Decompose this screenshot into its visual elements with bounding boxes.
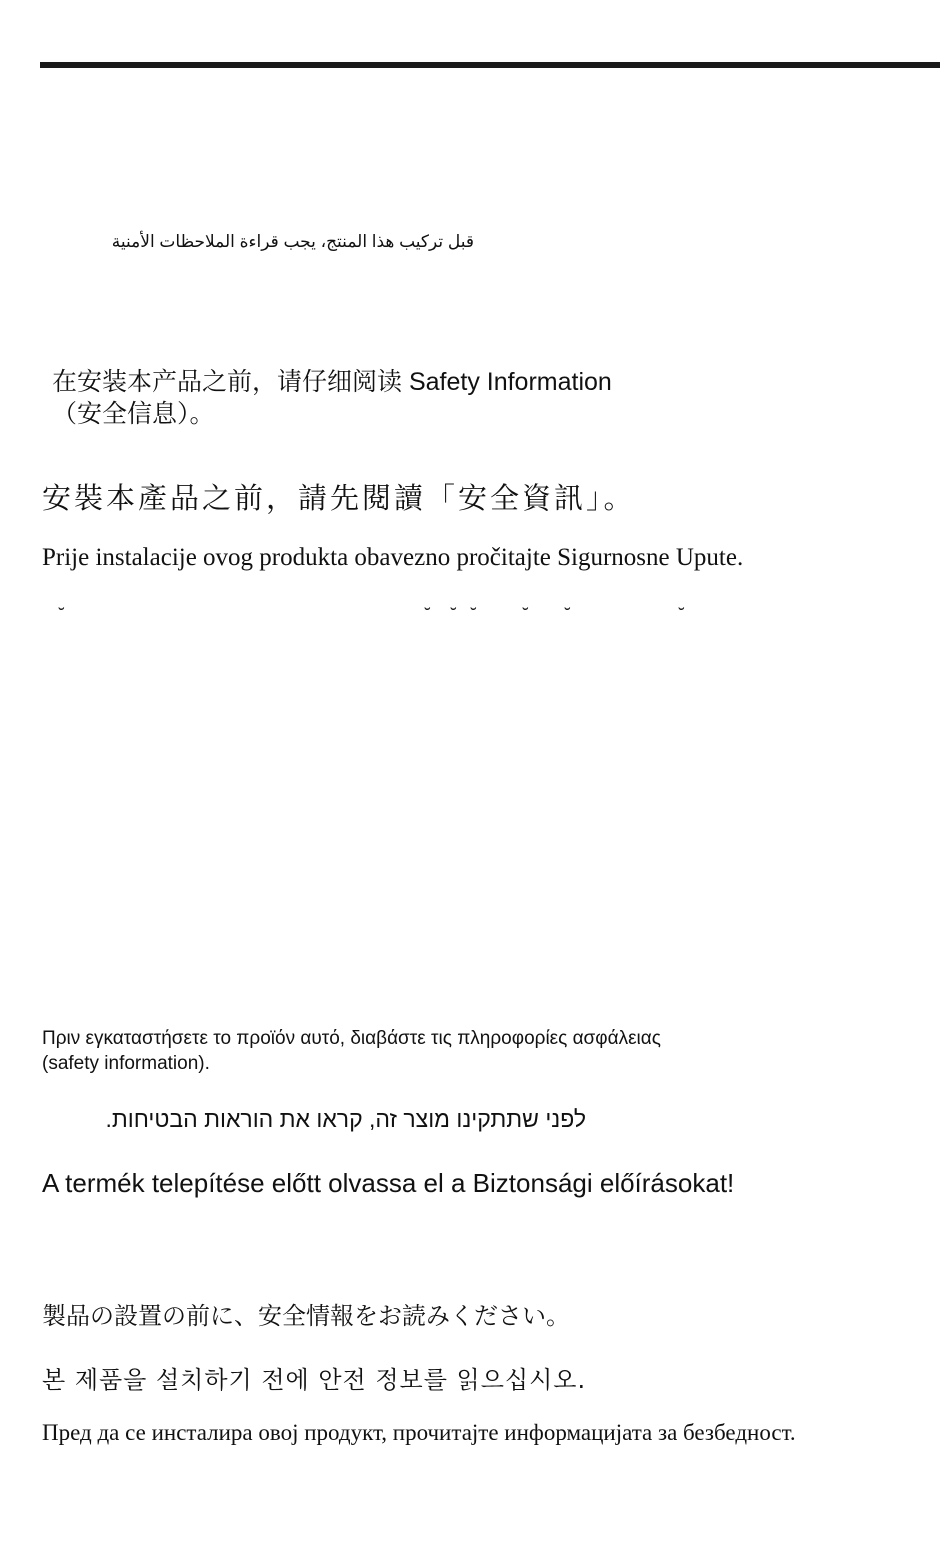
safety-notice-hebrew: לפני שתתקינו מוצר זה, קראו את הוראות הבטיחות. <box>105 1106 586 1132</box>
breve-mark: ˘ <box>424 604 431 626</box>
safety-notice-chinese-simplified <box>52 366 712 430</box>
safety-notice-croatian: Prije instalacije ovog produkta obavezno pročitajte Sigurnosne Upute. <box>42 544 744 571</box>
safety-notice-korean: 본 제품을 설치하기 전에 안전 정보를 읽으십시오. <box>42 1366 587 1394</box>
safety-notice-chinese-traditional: 安裝本產品之前，請先閱讀「安全資訊」。 <box>42 481 636 515</box>
top-rule <box>40 62 940 68</box>
safety-notice-greek <box>42 1026 842 1076</box>
safety-notice-japanese: 製品の設置の前に、安全情報をお読みください。 <box>42 1302 570 1330</box>
safety-notice-greek-line-1: Πριν εγκαταστήσετε το προϊόν αυτό, διαβάστε τις πληροφορίες ασφάλειας <box>42 1028 661 1049</box>
breve-mark: ˘ <box>522 604 529 626</box>
breve-mark: ˘ <box>564 604 571 626</box>
safety-notice-arabic: قبل تركيب هذا المنتج، يجب قراءة الملاحظات الأمنية <box>111 232 474 251</box>
unrendered-text-marks <box>42 604 742 624</box>
safety-notice-chinese-simplified-line-2: （安全信息）。 <box>52 400 215 428</box>
safety-notice-hungarian: A termék telepítése előtt olvassa el a Biztonsági előírásokat! <box>42 1168 735 1198</box>
breve-mark: ˘ <box>470 604 477 626</box>
breve-mark: ˘ <box>450 604 457 626</box>
safety-notice-chinese-simplified-line-1: 在安装本产品之前，请仔细阅读 Safety Information <box>52 368 612 396</box>
breve-mark: ˘ <box>678 604 685 626</box>
breve-mark: ˘ <box>58 604 65 626</box>
safety-notice-macedonian: Пред да се инсталира овој продукт, прочитајте информацијата за безбедност. <box>42 1420 796 1445</box>
safety-notice-greek-line-2: (safety information). <box>42 1053 210 1074</box>
